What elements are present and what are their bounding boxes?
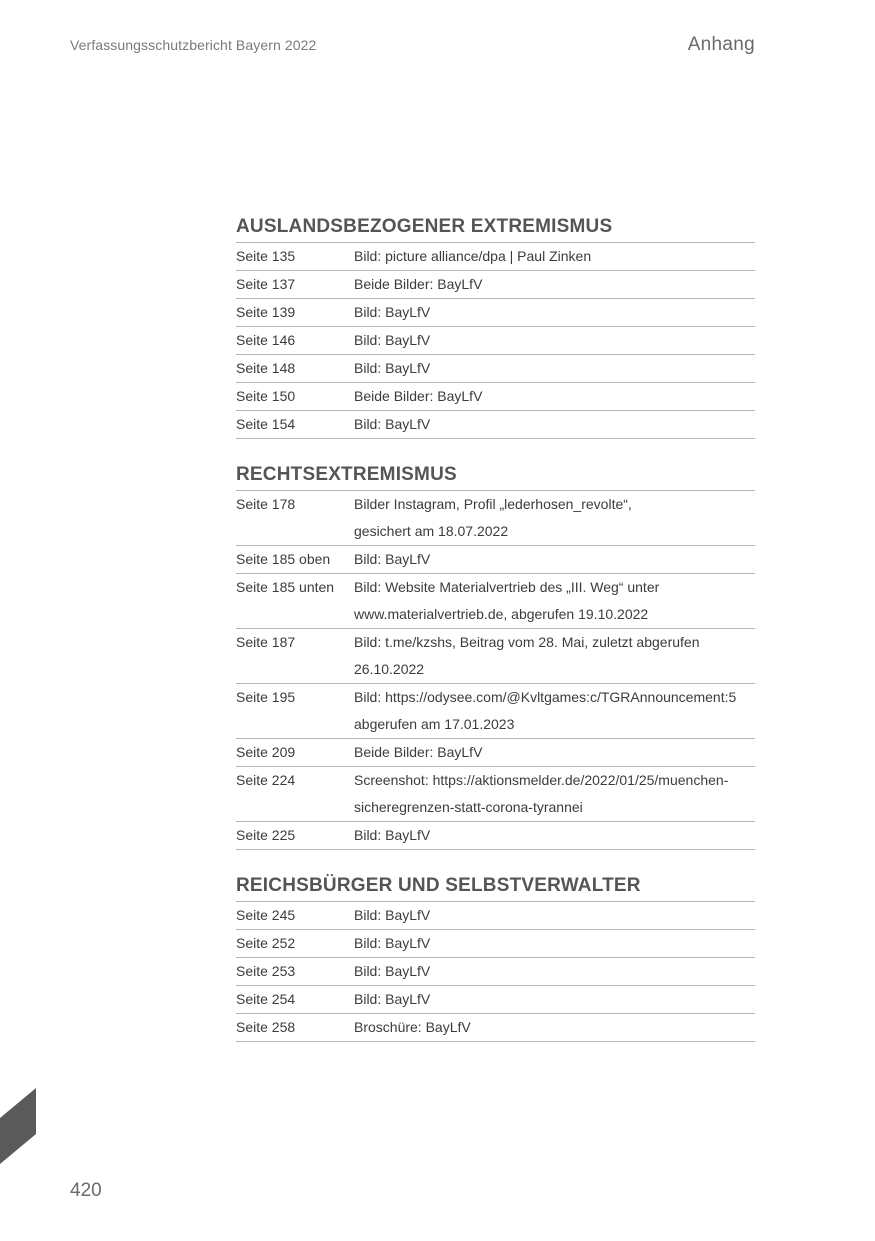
credit-text bbox=[354, 1014, 755, 1041]
credit-row bbox=[236, 958, 755, 986]
page-reference: Seite 253 bbox=[236, 963, 296, 979]
credit-text bbox=[354, 299, 755, 326]
credit-text bbox=[354, 822, 755, 849]
credit-line: Bild: picture alliance/dpa | Paul Zinken bbox=[354, 248, 592, 264]
credit-line: Beide Bilder: BayLfV bbox=[354, 744, 483, 760]
page-reference: Seite 185 unten bbox=[236, 579, 335, 595]
credit-row bbox=[236, 327, 755, 355]
credit-text bbox=[354, 629, 755, 683]
image-credits-list bbox=[236, 215, 755, 1066]
credit-line: Screenshot: https://aktionsmelder.de/2022/01/25/muenchen- bbox=[354, 772, 729, 788]
credit-line: Bild: https://odysee.com/@Kvltgames:c/TGRAnnouncement:5 bbox=[354, 689, 737, 705]
credit-text bbox=[354, 327, 755, 354]
credit-text bbox=[354, 930, 755, 957]
credit-text bbox=[354, 491, 755, 545]
credit-row bbox=[236, 767, 755, 822]
page-reference: Seite 187 bbox=[236, 634, 296, 650]
running-header-title: Verfassungsschutzbericht Bayern 2022 bbox=[70, 37, 317, 53]
credit-line: Bild: BayLfV bbox=[354, 304, 431, 320]
page-reference: Seite 252 bbox=[236, 935, 296, 951]
credit-line: Bilder Instagram, Profil „lederhosen_revolte“, bbox=[354, 496, 632, 512]
credit-line: Broschüre: BayLfV bbox=[354, 1019, 471, 1035]
credit-row bbox=[236, 986, 755, 1014]
credit-text bbox=[354, 767, 755, 821]
credit-line: Bild: BayLfV bbox=[354, 963, 431, 979]
credit-line: Bild: BayLfV bbox=[354, 827, 431, 843]
credits-section bbox=[236, 215, 755, 439]
credits-section bbox=[236, 463, 755, 850]
credit-row bbox=[236, 243, 755, 271]
credit-line: Bild: Website Materialvertrieb des „III. Weg“ unter bbox=[354, 579, 660, 595]
credit-row bbox=[236, 491, 755, 546]
credit-line: 26.10.2022 bbox=[354, 661, 425, 677]
credit-line: Bild: BayLfV bbox=[354, 991, 431, 1007]
section-heading: RECHTSEXTREMISMUS bbox=[236, 463, 755, 491]
credit-line: sicheregrenzen-statt-corona-tyrannei bbox=[354, 799, 583, 815]
credit-text bbox=[354, 383, 755, 410]
credit-text bbox=[354, 243, 755, 270]
credit-row bbox=[236, 930, 755, 958]
page-reference: Seite 150 bbox=[236, 388, 296, 404]
page-reference: Seite 135 bbox=[236, 248, 296, 264]
credit-line: Beide Bilder: BayLfV bbox=[354, 276, 483, 292]
credit-text bbox=[354, 546, 755, 573]
credit-row bbox=[236, 902, 755, 930]
credits-section bbox=[236, 874, 755, 1042]
credit-text bbox=[354, 411, 755, 438]
credit-text bbox=[354, 271, 755, 298]
credit-row bbox=[236, 271, 755, 299]
page-reference: Seite 146 bbox=[236, 332, 296, 348]
page-reference: Seite 225 bbox=[236, 827, 296, 843]
credit-line: www.materialvertrieb.de, abgerufen 19.10.2022 bbox=[354, 606, 649, 622]
credit-row bbox=[236, 822, 755, 850]
credit-text bbox=[354, 355, 755, 382]
credit-text bbox=[354, 986, 755, 1013]
credit-text bbox=[354, 574, 755, 628]
page-number: 420 bbox=[70, 1180, 102, 1201]
credit-row bbox=[236, 1014, 755, 1042]
section-heading: REICHSBÜRGER UND SELBSTVERWALTER bbox=[236, 874, 755, 902]
credit-line: Bild: BayLfV bbox=[354, 907, 431, 923]
credit-row bbox=[236, 574, 755, 629]
page-reference: Seite 137 bbox=[236, 276, 296, 292]
credit-text bbox=[354, 958, 755, 985]
page-reference: Seite 154 bbox=[236, 416, 296, 432]
page-reference: Seite 245 bbox=[236, 907, 296, 923]
credit-row bbox=[236, 299, 755, 327]
credit-line: Bild: BayLfV bbox=[354, 332, 431, 348]
credit-row bbox=[236, 411, 755, 439]
page-reference: Seite 185 oben bbox=[236, 551, 331, 567]
credit-row bbox=[236, 383, 755, 411]
credit-line: gesichert am 18.07.2022 bbox=[354, 523, 509, 539]
page-reference: Seite 254 bbox=[236, 991, 296, 1007]
page-reference: Seite 148 bbox=[236, 360, 296, 376]
page-reference: Seite 258 bbox=[236, 1019, 296, 1035]
page-reference: Seite 224 bbox=[236, 772, 296, 788]
credit-row bbox=[236, 684, 755, 739]
credit-line: Bild: BayLfV bbox=[354, 935, 431, 951]
page-reference: Seite 178 bbox=[236, 496, 296, 512]
corner-tab-mark bbox=[0, 1088, 36, 1164]
credit-text bbox=[354, 902, 755, 929]
page-reference: Seite 209 bbox=[236, 744, 296, 760]
credit-text bbox=[354, 684, 755, 738]
running-header-section: Anhang bbox=[687, 34, 755, 55]
credit-line: Bild: t.me/kzshs, Beitrag vom 28. Mai, zuletzt abgerufen bbox=[354, 634, 700, 650]
credit-line: Bild: BayLfV bbox=[354, 551, 431, 567]
page-reference: Seite 195 bbox=[236, 689, 296, 705]
credit-row bbox=[236, 546, 755, 574]
credit-line: Beide Bilder: BayLfV bbox=[354, 388, 483, 404]
credit-row bbox=[236, 739, 755, 767]
section-heading: AUSLANDSBEZOGENER EXTREMISMUS bbox=[236, 215, 755, 243]
credit-text bbox=[354, 739, 755, 766]
credit-row bbox=[236, 629, 755, 684]
credit-line: Bild: BayLfV bbox=[354, 416, 431, 432]
credit-line: abgerufen am 17.01.2023 bbox=[354, 716, 515, 732]
credit-row bbox=[236, 355, 755, 383]
page-reference: Seite 139 bbox=[236, 304, 296, 320]
credit-line: Bild: BayLfV bbox=[354, 360, 431, 376]
